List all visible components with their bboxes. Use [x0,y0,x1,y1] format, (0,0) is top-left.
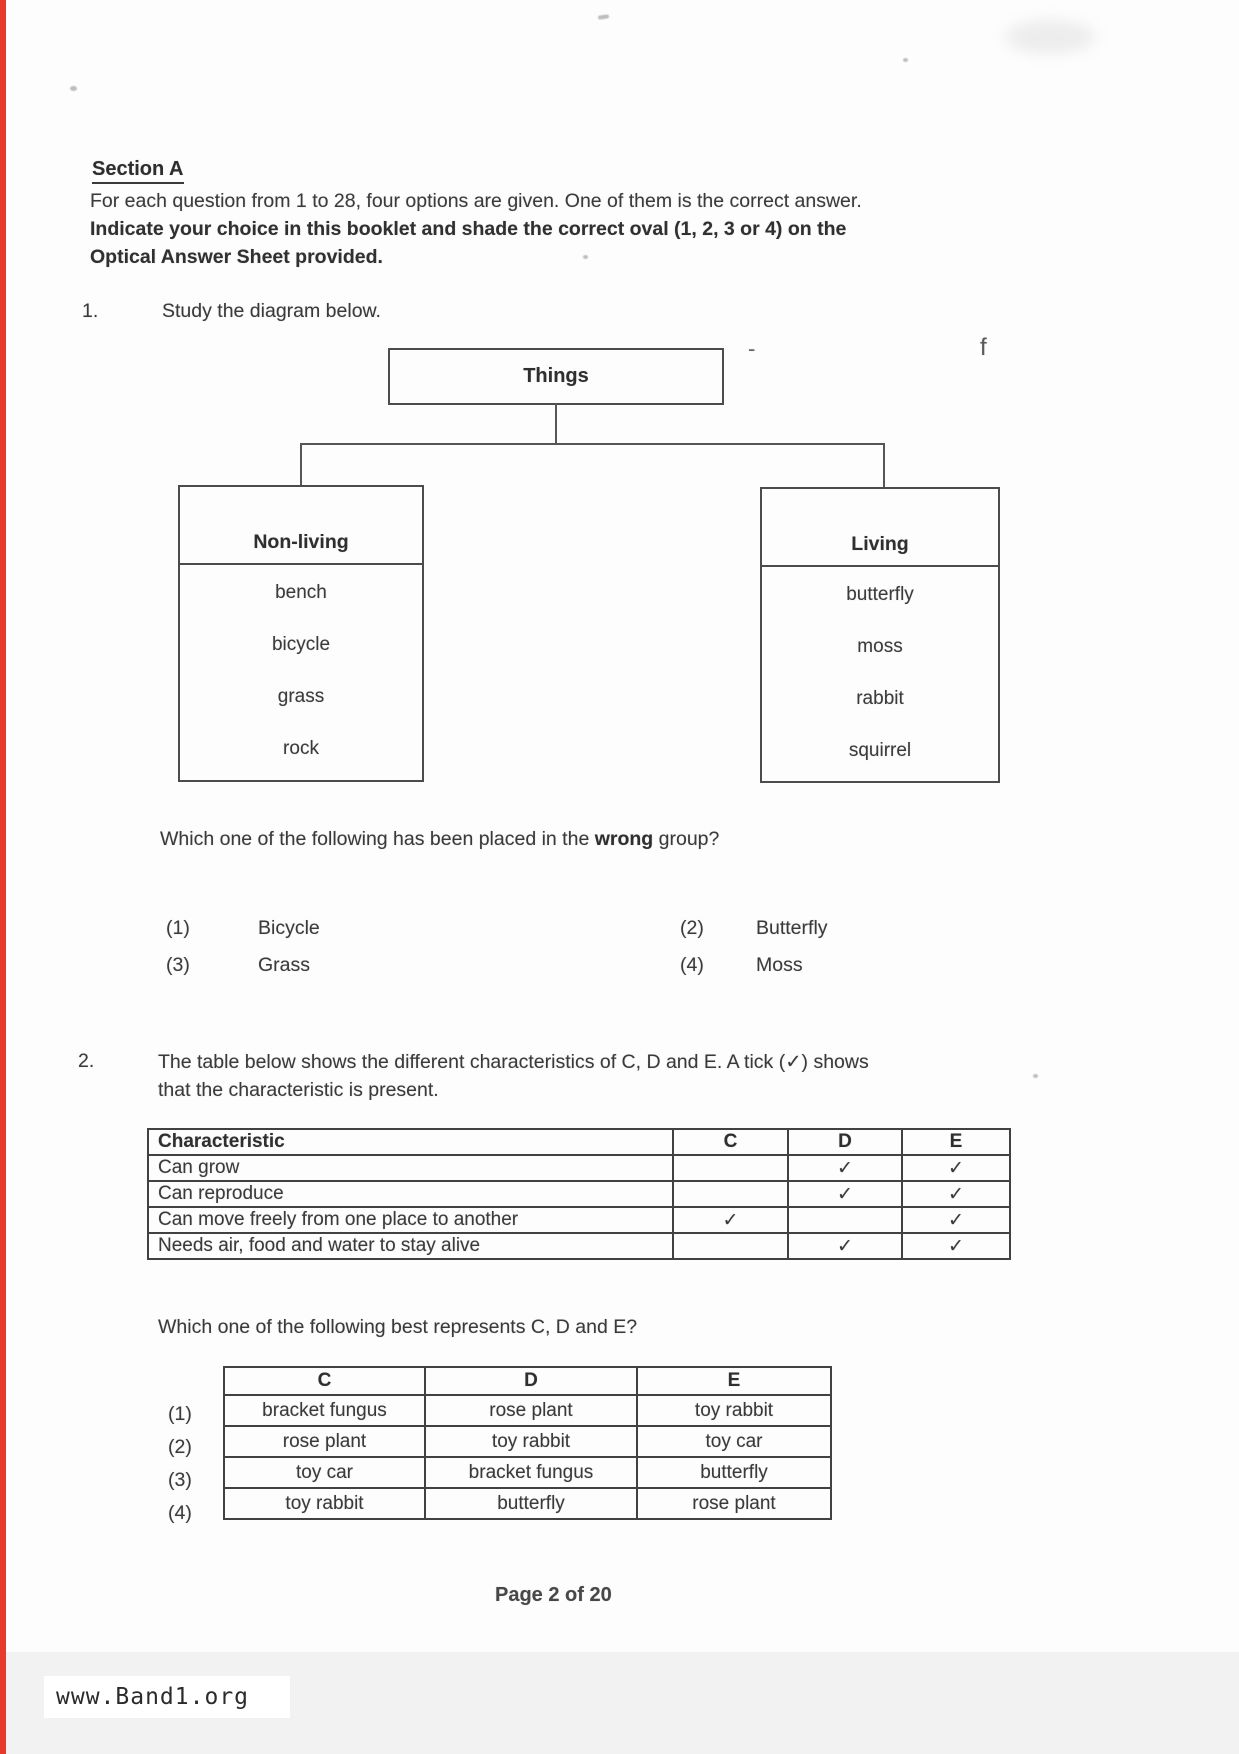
option-number: (4) [680,954,704,976]
answer-cell: butterfly [637,1457,831,1488]
option-number: (4) [168,1502,192,1524]
tick-cell: ✓ [788,1181,902,1207]
answer-cell: rose plant [425,1395,637,1426]
char-row-label: Can reproduce [148,1181,673,1207]
tick-cell: ✓ [902,1181,1010,1207]
group-item: rock [283,738,319,759]
answer-cell: toy car [637,1426,831,1457]
tick-cell: ✓ [902,1155,1010,1181]
group-item: grass [277,686,325,707]
group-item: rabbit [856,688,904,709]
section-title: Section A [92,158,184,184]
watermark-text: www.Band1.org [56,1684,250,1710]
question-1-text-pre: Which one of the following has been placed in the [160,828,595,850]
diagram-root-box [388,348,724,405]
left-margin-line [0,0,6,1754]
answer-cell: bracket fungus [224,1395,425,1426]
char-table-header: Characteristic [148,1129,673,1155]
question-1-prompt: Study the diagram below. [162,300,381,322]
group-title-living: Living [762,489,998,567]
answer-options-table [223,1366,832,1520]
option-label: Bicycle [258,917,320,939]
question-2-prompt-line1: The table below shows the different characteristics of C, D and E. A tick (✓) shows [158,1051,869,1073]
tick-cell: ✓ [673,1207,788,1233]
char-table-header: D [788,1129,902,1155]
tick-cell [673,1233,788,1259]
diagram-root-label: Things [523,365,589,387]
page-number: Page 2 of 20 [495,1584,612,1606]
diagram-nonliving-box [178,485,424,782]
option-number: (1) [166,917,190,939]
question-1-text-post: group? [653,828,720,850]
connector-line [300,443,302,485]
char-row-label: Can move freely from one place to another [148,1207,673,1233]
group-item: bench [275,582,327,603]
question-2-text: Which one of the following best represents C, D and E? [158,1316,638,1338]
question-1-text [160,828,719,851]
option-label: Butterfly [756,917,828,939]
question-1-number: 1. [82,300,99,322]
answer-cell: bracket fungus [425,1457,637,1488]
char-table-header: C [673,1129,788,1155]
option-number: (3) [168,1469,192,1491]
answer-cell: toy rabbit [425,1426,637,1457]
scan-artifact [1033,1074,1038,1078]
scan-artifact-letter: f [980,334,987,361]
tick-cell: ✓ [788,1233,902,1259]
tick-cell [673,1181,788,1207]
scan-artifact [903,58,908,62]
option-label: Grass [258,954,311,976]
question-1-text-emphasis: wrong [594,828,654,850]
answer-table-header: C [224,1367,425,1395]
scan-smudge [1005,20,1095,54]
tick-cell: ✓ [902,1233,1010,1259]
connector-line [300,443,885,445]
option-number: (2) [680,917,704,939]
answer-cell: toy rabbit [637,1395,831,1426]
scan-artifact-dash: - [748,336,756,361]
watermark-chip [44,1676,290,1718]
option-number: (1) [168,1403,192,1425]
group-item: butterfly [846,584,914,605]
tick-cell: ✓ [902,1207,1010,1233]
scan-artifact [598,14,609,19]
char-table-header: E [902,1129,1010,1155]
connector-line [883,443,885,487]
scan-artifact [70,86,77,91]
characteristics-table [147,1128,1011,1260]
answer-cell: rose plant [637,1488,831,1519]
answer-cell: toy car [224,1457,425,1488]
tick-cell [673,1155,788,1181]
instruction-line-bold: Indicate your choice in this booklet and shade the correct oval (1, 2, 3 or 4) on the [90,218,847,240]
group-item: squirrel [848,740,912,761]
group-title-nonliving: Non-living [180,487,422,565]
answer-cell: butterfly [425,1488,637,1519]
answer-table-header: D [425,1367,637,1395]
instruction-line-bold: Optical Answer Sheet provided. [90,246,383,268]
answer-table-header: E [637,1367,831,1395]
question-2-prompt-line2: that the characteristic is present. [158,1079,439,1101]
option-number: (3) [166,954,190,976]
option-number: (2) [168,1436,192,1458]
tick-cell: ✓ [788,1155,902,1181]
option-label: Moss [756,954,803,976]
char-row-label: Can grow [148,1155,673,1181]
diagram-living-box [760,487,1000,783]
char-row-label: Needs air, food and water to stay alive [148,1233,673,1259]
answer-cell: toy rabbit [224,1488,425,1519]
tick-cell [788,1207,902,1233]
question-2-number: 2. [78,1050,95,1072]
answer-cell: rose plant [224,1426,425,1457]
group-item: bicycle [271,634,331,655]
instruction-line: For each question from 1 to 28, four options are given. One of them is the correct answer. [90,190,862,212]
group-item: moss [857,636,903,657]
connector-line [555,403,557,443]
